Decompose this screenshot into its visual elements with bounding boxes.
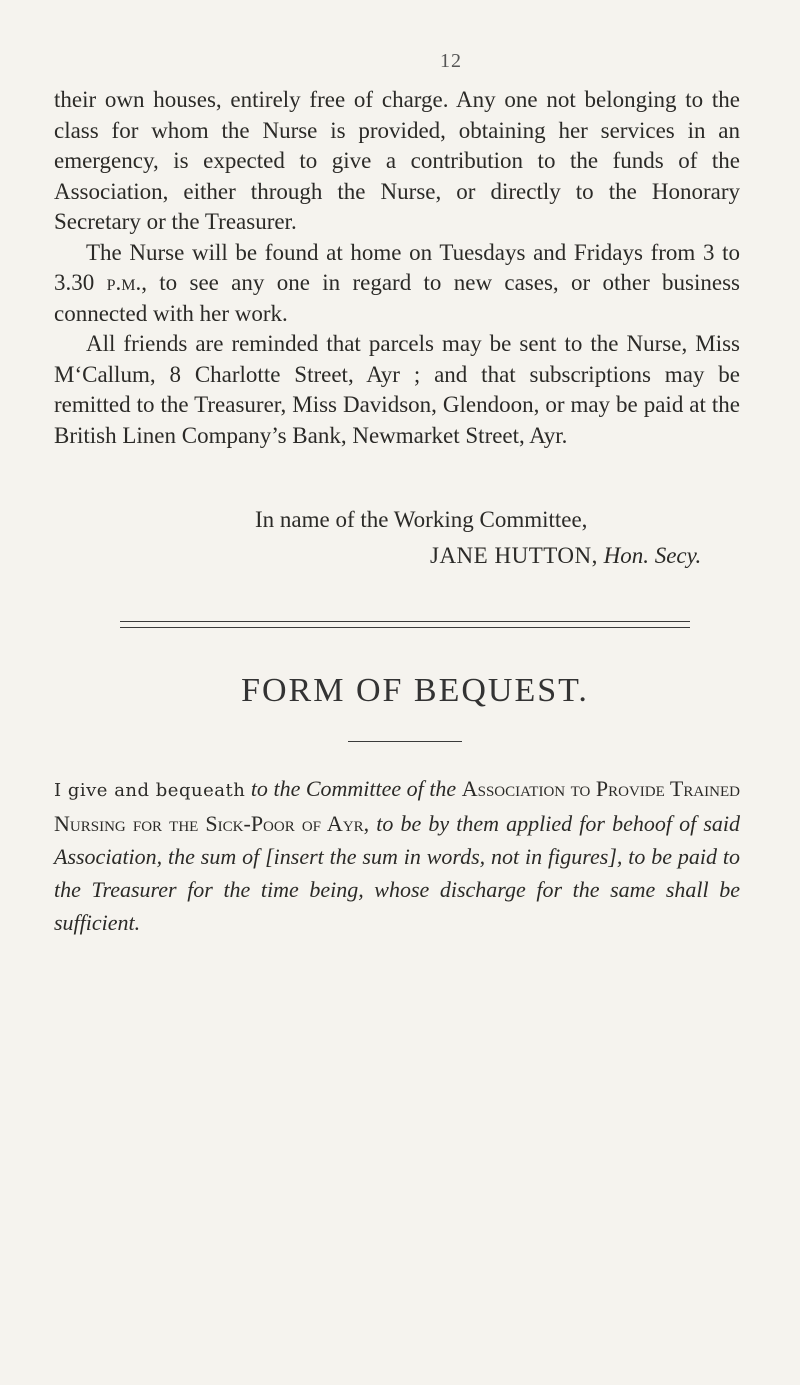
bequest-text: [54, 772, 740, 939]
page-number: 12: [440, 50, 462, 72]
heading-underline: [348, 741, 462, 742]
paragraph-parcels-subscriptions: All friends are reminded that parcels may be sent to the Nurse, Miss M‘Callum, 8 Charlotte Street, Ayr ; and that subscriptions may be remitted to the Treasurer, Miss Davidson, Glendoon, or may be paid at the British Linen Company’s Bank, Newmarket Street, Ayr.: [54, 331, 740, 448]
divider-rule-bottom: [120, 627, 690, 628]
bequest-association-name: Association to Provide Trained Nursing for the Sick-Poor of Ayr,: [54, 776, 740, 836]
divider-rule-top: [120, 621, 690, 622]
form-of-bequest-heading: [0, 672, 800, 710]
paragraph-nurse-hours: [54, 238, 740, 330]
nurse-hours-pm: p.m.: [106, 270, 142, 295]
nurse-hours-text-b: , to see any one in regard to new cases, or other business connected with her work.: [54, 270, 741, 326]
signatory-title: Hon. Secy.: [603, 543, 702, 568]
signature-committee-line: In name of the Working Committee,: [255, 507, 588, 532]
bequest-part2: to be by them applied for behoof of said Association, the sum of [insert the sum in words, not in figures], to be paid to the Treasurer for the time being, whose discharge for the same shall be sufficient.: [54, 811, 740, 935]
signature-name-line: [430, 541, 701, 571]
nurse-hours-text-a: The Nurse will be found at home on Tuesdays and Fridays from 3 to 3.30: [54, 239, 740, 295]
body-text: [54, 85, 740, 451]
bequest-part1: to the Committee of the: [245, 776, 462, 801]
heading-text: FORM OF BEQUEST.: [241, 672, 589, 709]
paragraph-contribution: their own houses, entirely free of charge. Any one not belonging to the class for whom the Nurse is provided, obtaining her services in an emergency, is expected to give a contribution to the funds of the Association, either through the Nurse, or directly to the Honorary Secretary or the Treasurer.: [54, 87, 740, 234]
signatory-name: JANE HUTTON,: [430, 543, 598, 568]
bequest-blackletter: I give and bequeath: [54, 780, 246, 801]
